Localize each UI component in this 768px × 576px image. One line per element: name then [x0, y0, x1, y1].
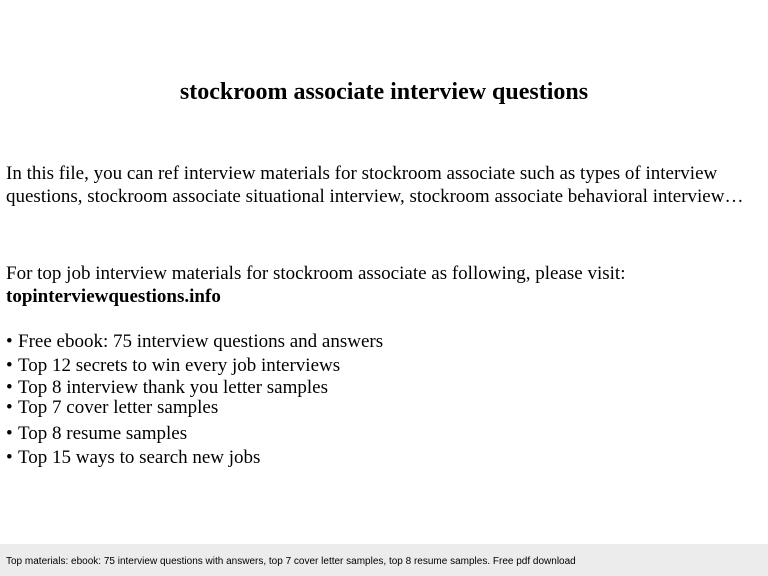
list-item: [6, 330, 762, 354]
intro-paragraph: In this file, you can ref interview materials for stockroom associate such as types of interview questions, stockroom associate situational interview, stockroom associate behavioral interview…: [6, 163, 744, 207]
slide-title: stockroom associate interview questions: [179, 79, 589, 105]
bullet-icon: •: [6, 377, 13, 398]
list-item: [6, 422, 762, 446]
website-link[interactable]: topinterviewquestions.info: [6, 286, 221, 307]
list-item-text: Top 7 cover letter samples: [18, 397, 219, 418]
bullet-icon: •: [6, 423, 13, 444]
list-item: [6, 446, 762, 470]
list-item-text: Top 12 secrets to win every job interviews: [18, 355, 341, 376]
bullet-icon: •: [6, 355, 13, 376]
bullet-icon: •: [6, 397, 13, 418]
footer-bar: [0, 544, 768, 576]
list-item-text: Free ebook: 75 interview questions and answers: [18, 331, 384, 352]
list-item-text: Top 15 ways to search new jobs: [18, 447, 261, 468]
bullet-icon: •: [6, 331, 13, 352]
list-item-text: Top 8 resume samples: [18, 423, 188, 444]
list-item-text: Top 8 interview thank you letter samples: [18, 377, 328, 398]
visit-paragraph: [6, 262, 762, 308]
list-item: [6, 354, 762, 378]
list-item: [6, 398, 762, 418]
list-item: [6, 378, 762, 398]
materials-list: [6, 330, 762, 470]
visit-text: For top job interview materials for stockroom associate as following, please visit:: [6, 263, 626, 284]
bullet-icon: •: [6, 447, 13, 468]
footer-text: Top materials: ebook: 75 interview questions with answers, top 7 cover letter samples, top 8 resume samples. Free pdf download: [6, 556, 576, 567]
